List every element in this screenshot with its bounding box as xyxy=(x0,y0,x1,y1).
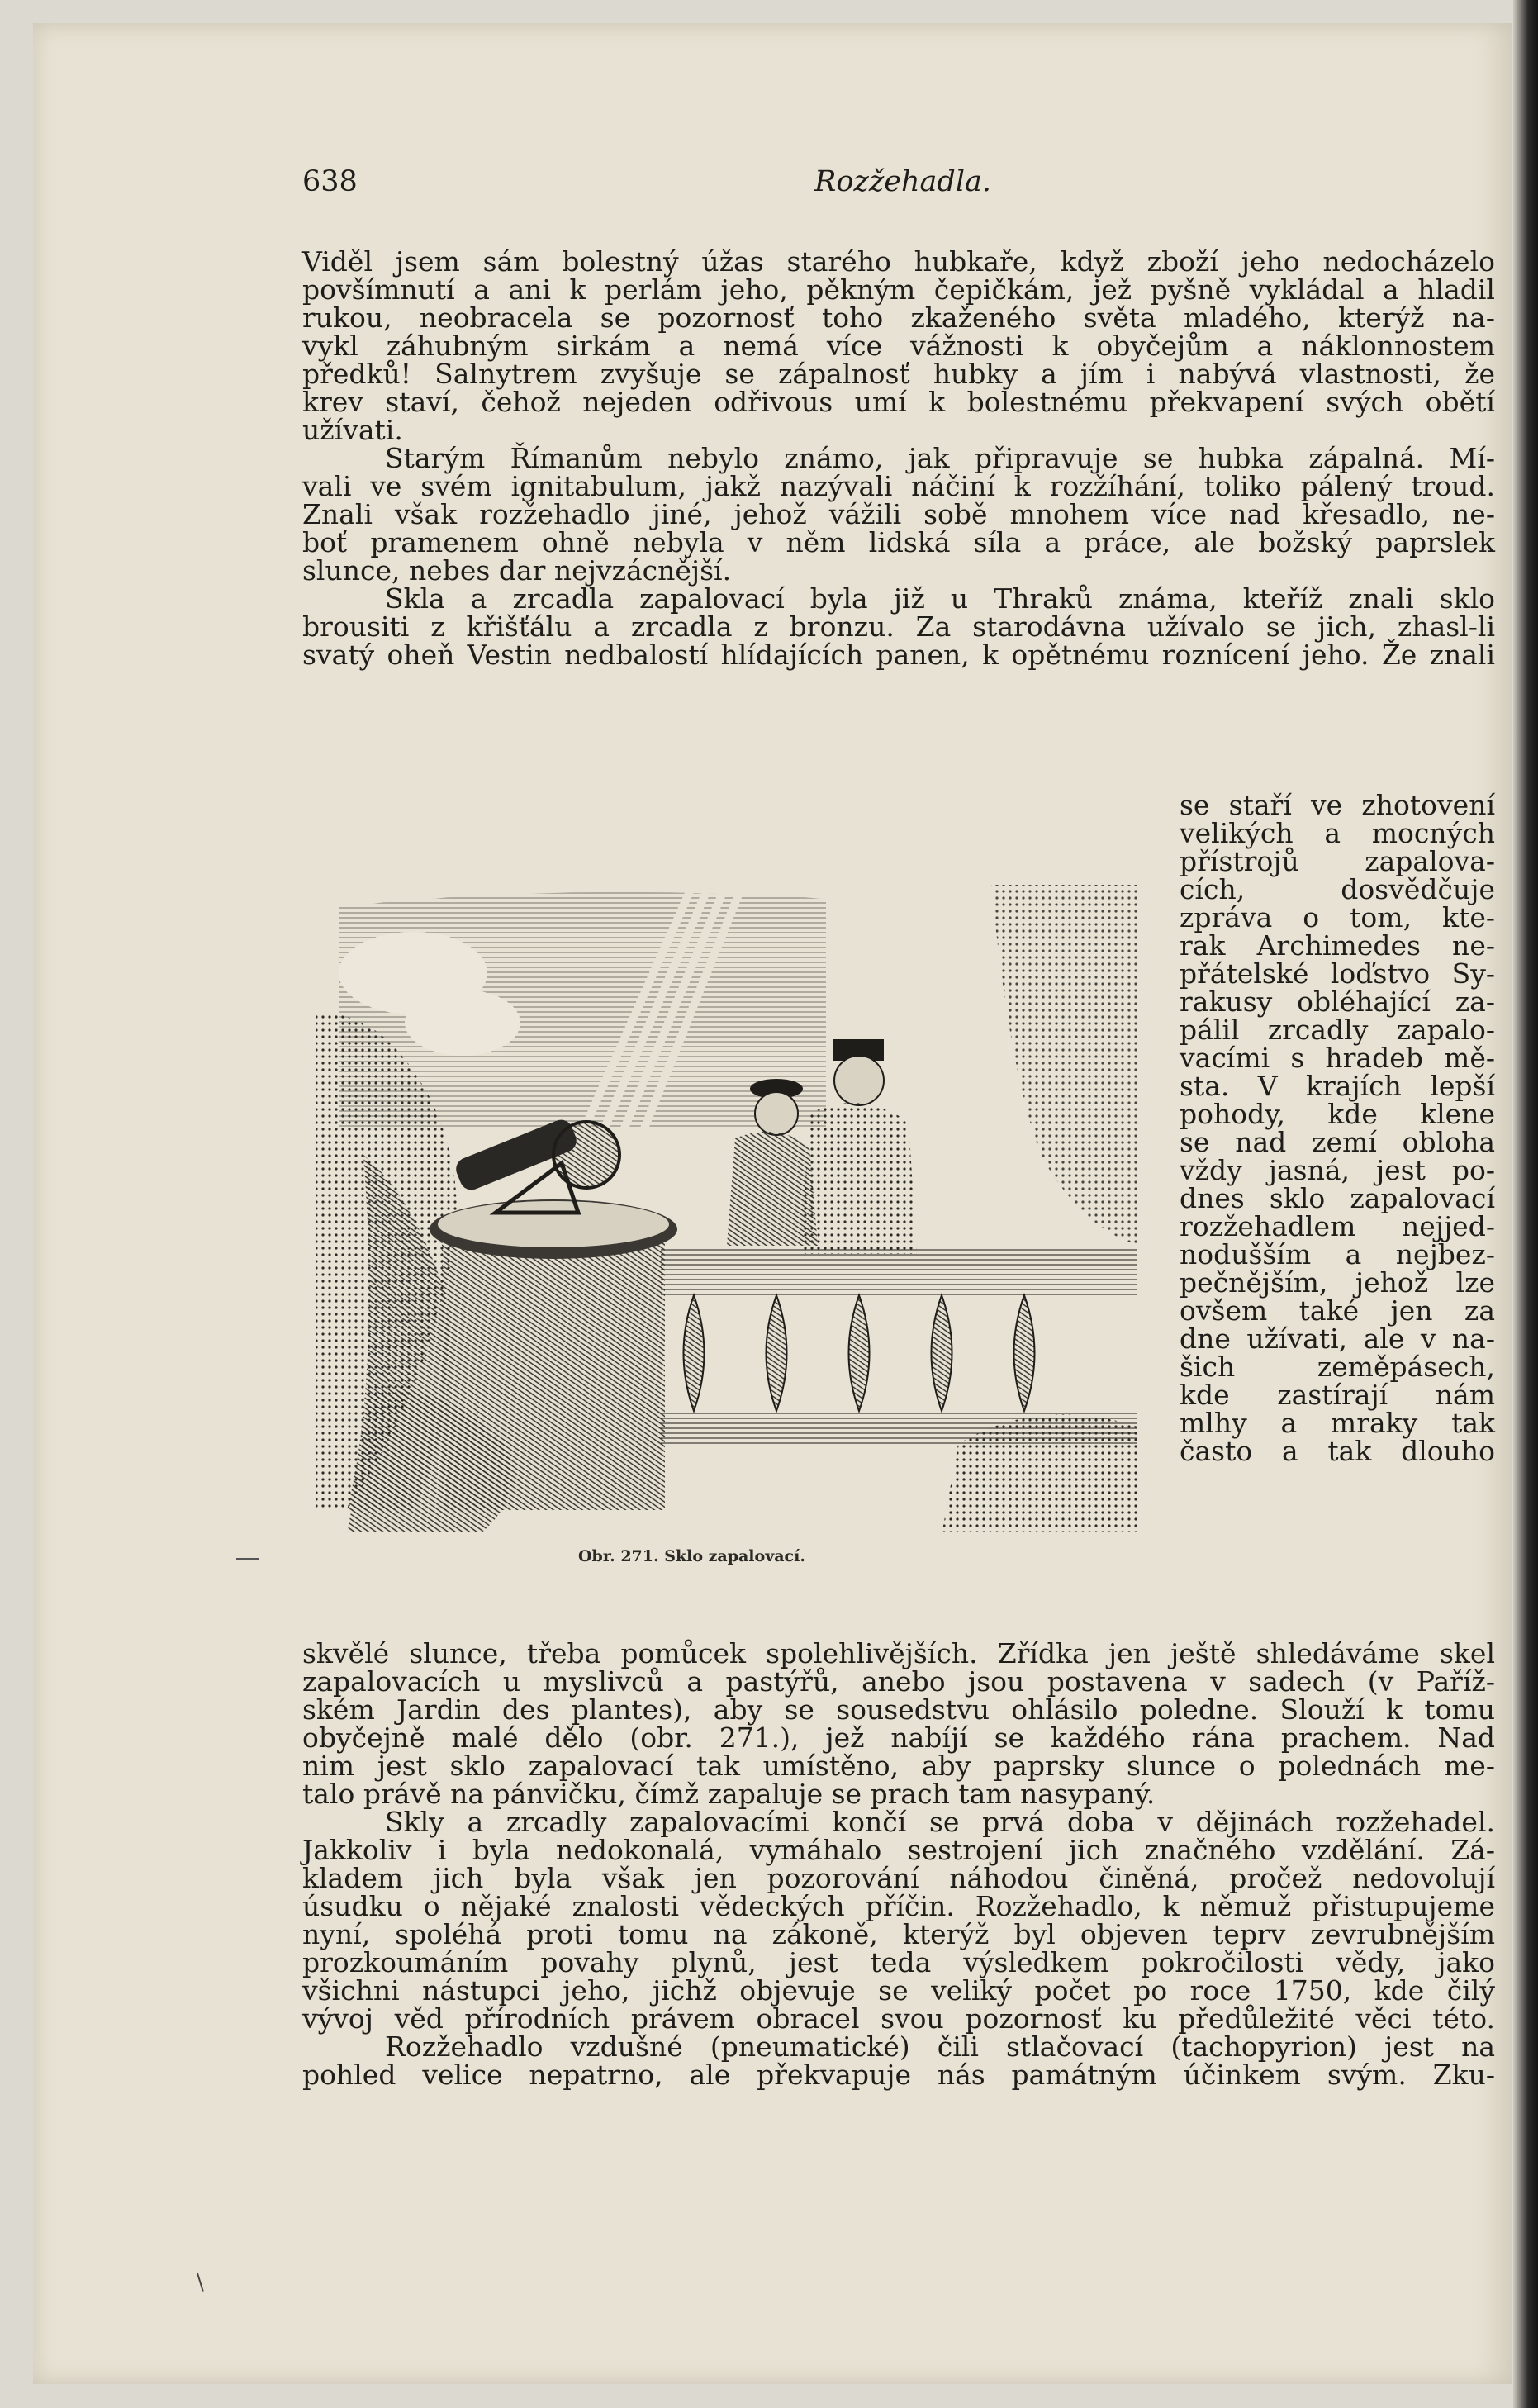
text-line: pečnějším, jehož lze xyxy=(1180,1266,1495,1299)
text-line: zapalovacích u myslivců a pastýřů, anebo jsou postavena v sadech (v Paříž- xyxy=(302,1665,1495,1698)
text-line: užívati. xyxy=(302,414,403,446)
margin-tick-mark: \ xyxy=(197,2270,204,2295)
figure-caption: Obr. 271. Sklo zapalovací. xyxy=(578,1547,805,1565)
book-page xyxy=(33,23,1512,2384)
text-line: velikých a mocných xyxy=(1180,817,1495,849)
text-line: kde zastírají nám xyxy=(1180,1379,1495,1411)
text-line: se staří ve zhotovení xyxy=(1180,789,1495,821)
text-line: Skla a zrcadla zapalovací byla již u Thraků známa, kteříž znali sklo xyxy=(385,582,1495,615)
text-line: cích, dosvědčuje xyxy=(1180,873,1495,905)
running-title: Rozžehadla. xyxy=(814,165,992,198)
text-line: rozžehadlem nejjed- xyxy=(1180,1210,1495,1242)
text-line: krev staví, čehož nejeden odřivous umí k bolestnému překvapení svých obětí xyxy=(302,386,1495,418)
text-line: přístrojů zapalova- xyxy=(1180,845,1495,877)
text-line: vali ve svém ignitabulum, jakž nazývali náčiní k rozžíhání, toliko pálený troud. xyxy=(302,470,1495,502)
text-line: slunce, nebes dar nejvzácnější. xyxy=(302,554,732,587)
text-line: talo právě na pánvičku, čímž zapaluje se prach tam nasypaný. xyxy=(302,1778,1156,1810)
text-line: Starým Římanům nebylo známo, jak připravuje se hubka zápalná. Mí- xyxy=(385,442,1495,474)
right-column-text xyxy=(1180,791,1495,1465)
text-line: se nad zemí obloha xyxy=(1180,1126,1495,1158)
text-line: sta. V krajích lepší xyxy=(1180,1070,1495,1102)
text-line: Rozžehadlo vzdušné (pneumatické) čili stlačovací (tachopyrion) jest na xyxy=(385,2030,1495,2063)
text-line: zpráva o tom, kte- xyxy=(1180,901,1495,933)
text-line: nyní, spoléhá proti tomu na zákoně, kterýž byl objeven teprv zevrubnějším xyxy=(302,1918,1495,1950)
text-line: Viděl jsem sám bolestný úžas starého hubkaře, když zboží jeho nedocházelo xyxy=(302,245,1495,278)
text-line: vývoj věd přírodních právem obracel svou pozornosť ku předůležité věci této. xyxy=(302,2002,1495,2035)
text-line: všichni nástupci jeho, jichž objevuje se veliký počet po roce 1750, kde čilý xyxy=(302,1974,1495,2007)
bottom-text-block xyxy=(302,1637,1495,2091)
text-line: brousiti z křišťálu a zrcadla z bronzu. Za starodávna užívalo se jich, zhasl-li xyxy=(302,610,1495,643)
text-line: vacími s hradeb mě- xyxy=(1180,1042,1495,1074)
text-line: ovšem také jen za xyxy=(1180,1294,1495,1327)
text-line: kladem jich byla však jen pozorování náhodou činěná, pročež nedovolují xyxy=(302,1862,1495,1894)
text-line: Jakkoliv i byla nedokonalá, vymáhalo sestrojení jich značného vzdělání. Zá- xyxy=(302,1834,1495,1866)
text-line: vždy jasná, jest po- xyxy=(1180,1154,1495,1186)
text-line: pohody, kde klene xyxy=(1180,1098,1495,1130)
text-line: nim jest sklo zapalovací tak umístěno, aby paprsky slunce o polednách me- xyxy=(302,1750,1495,1782)
text-line: boť pramenem ohně nebyla v něm lidská síla a práce, ale božský paprslek xyxy=(302,526,1495,558)
text-line: rukou, neobracela se pozornosť toho zkaženého světa mladého, kterýž na- xyxy=(302,302,1495,334)
text-line: svatý oheň Vestin nedbalostí hlídajících panen, k opětnému roznícení jeho. Že znali xyxy=(302,639,1495,671)
text-line: mlhy a mraky tak xyxy=(1180,1407,1495,1439)
text-line: Znali však rozžehadlo jiné, jehož vážili sobě mnohem více nad křesadlo, ne- xyxy=(302,498,1495,530)
page-number: 638 xyxy=(302,165,358,198)
text-line: nodušším a nejbez- xyxy=(1180,1238,1495,1270)
illustration-burning-glass-cannon xyxy=(314,882,1140,1535)
text-line: předků! Salnytrem zvyšuje se zápalnosť hubky a jím i nabývá vlastnosti, že xyxy=(302,358,1495,390)
text-line: dnes sklo zapalovací xyxy=(1180,1182,1495,1214)
text-line: prozkoumáním povahy plynů, jest teda výsledkem pokročilosti vědy, jako xyxy=(302,1946,1495,1978)
text-line: dne užívati, ale v na- xyxy=(1180,1323,1495,1355)
top-text-block xyxy=(302,245,1495,671)
text-line: šich zeměpásech, xyxy=(1180,1351,1495,1383)
text-line: rakusy obléhající za- xyxy=(1180,986,1495,1018)
text-line: Skly a zrcadly zapalovacími končí se prvá doba v dějinách rozžehadel. xyxy=(385,1806,1495,1838)
text-line: povšímnutí a ani k perlám jeho, pěkným čepičkám, jež pyšně vykládal a hladil xyxy=(302,273,1495,306)
text-line: pohled velice nepatrno, ale překvapuje nás památným účinkem svým. Zku- xyxy=(302,2059,1495,2091)
text-line: úsudku o nějaké znalosti vědeckých příčin. Rozžehadlo, k němuž přistupujeme xyxy=(302,1890,1495,1922)
page-header xyxy=(302,165,1492,203)
text-line: rak Archimedes ne- xyxy=(1180,929,1495,962)
margin-dash xyxy=(236,1558,259,1560)
text-line: přátelské loďstvo Sy- xyxy=(1180,957,1495,990)
text-line: obyčejně malé dělo (obr. 271.), jež nabíjí se každého rána prachem. Nad xyxy=(302,1722,1495,1754)
text-line: vykl záhubným sirkám a nemá více vážnosti k obyčejům a náklonnostem xyxy=(302,330,1495,362)
text-line: pálil zrcadly zapalo- xyxy=(1180,1014,1495,1046)
book-spine-edge xyxy=(1513,0,1538,2408)
text-line: skvělé slunce, třeba pomůcek spolehlivějších. Zřídka jen ještě shledáváme skel xyxy=(302,1637,1495,1669)
text-line: ském Jardin des plantes), aby se sousedstvu ohlásilo poledne. Slouží k tomu xyxy=(302,1693,1495,1726)
text-line: často a tak dlouho xyxy=(1180,1435,1495,1467)
